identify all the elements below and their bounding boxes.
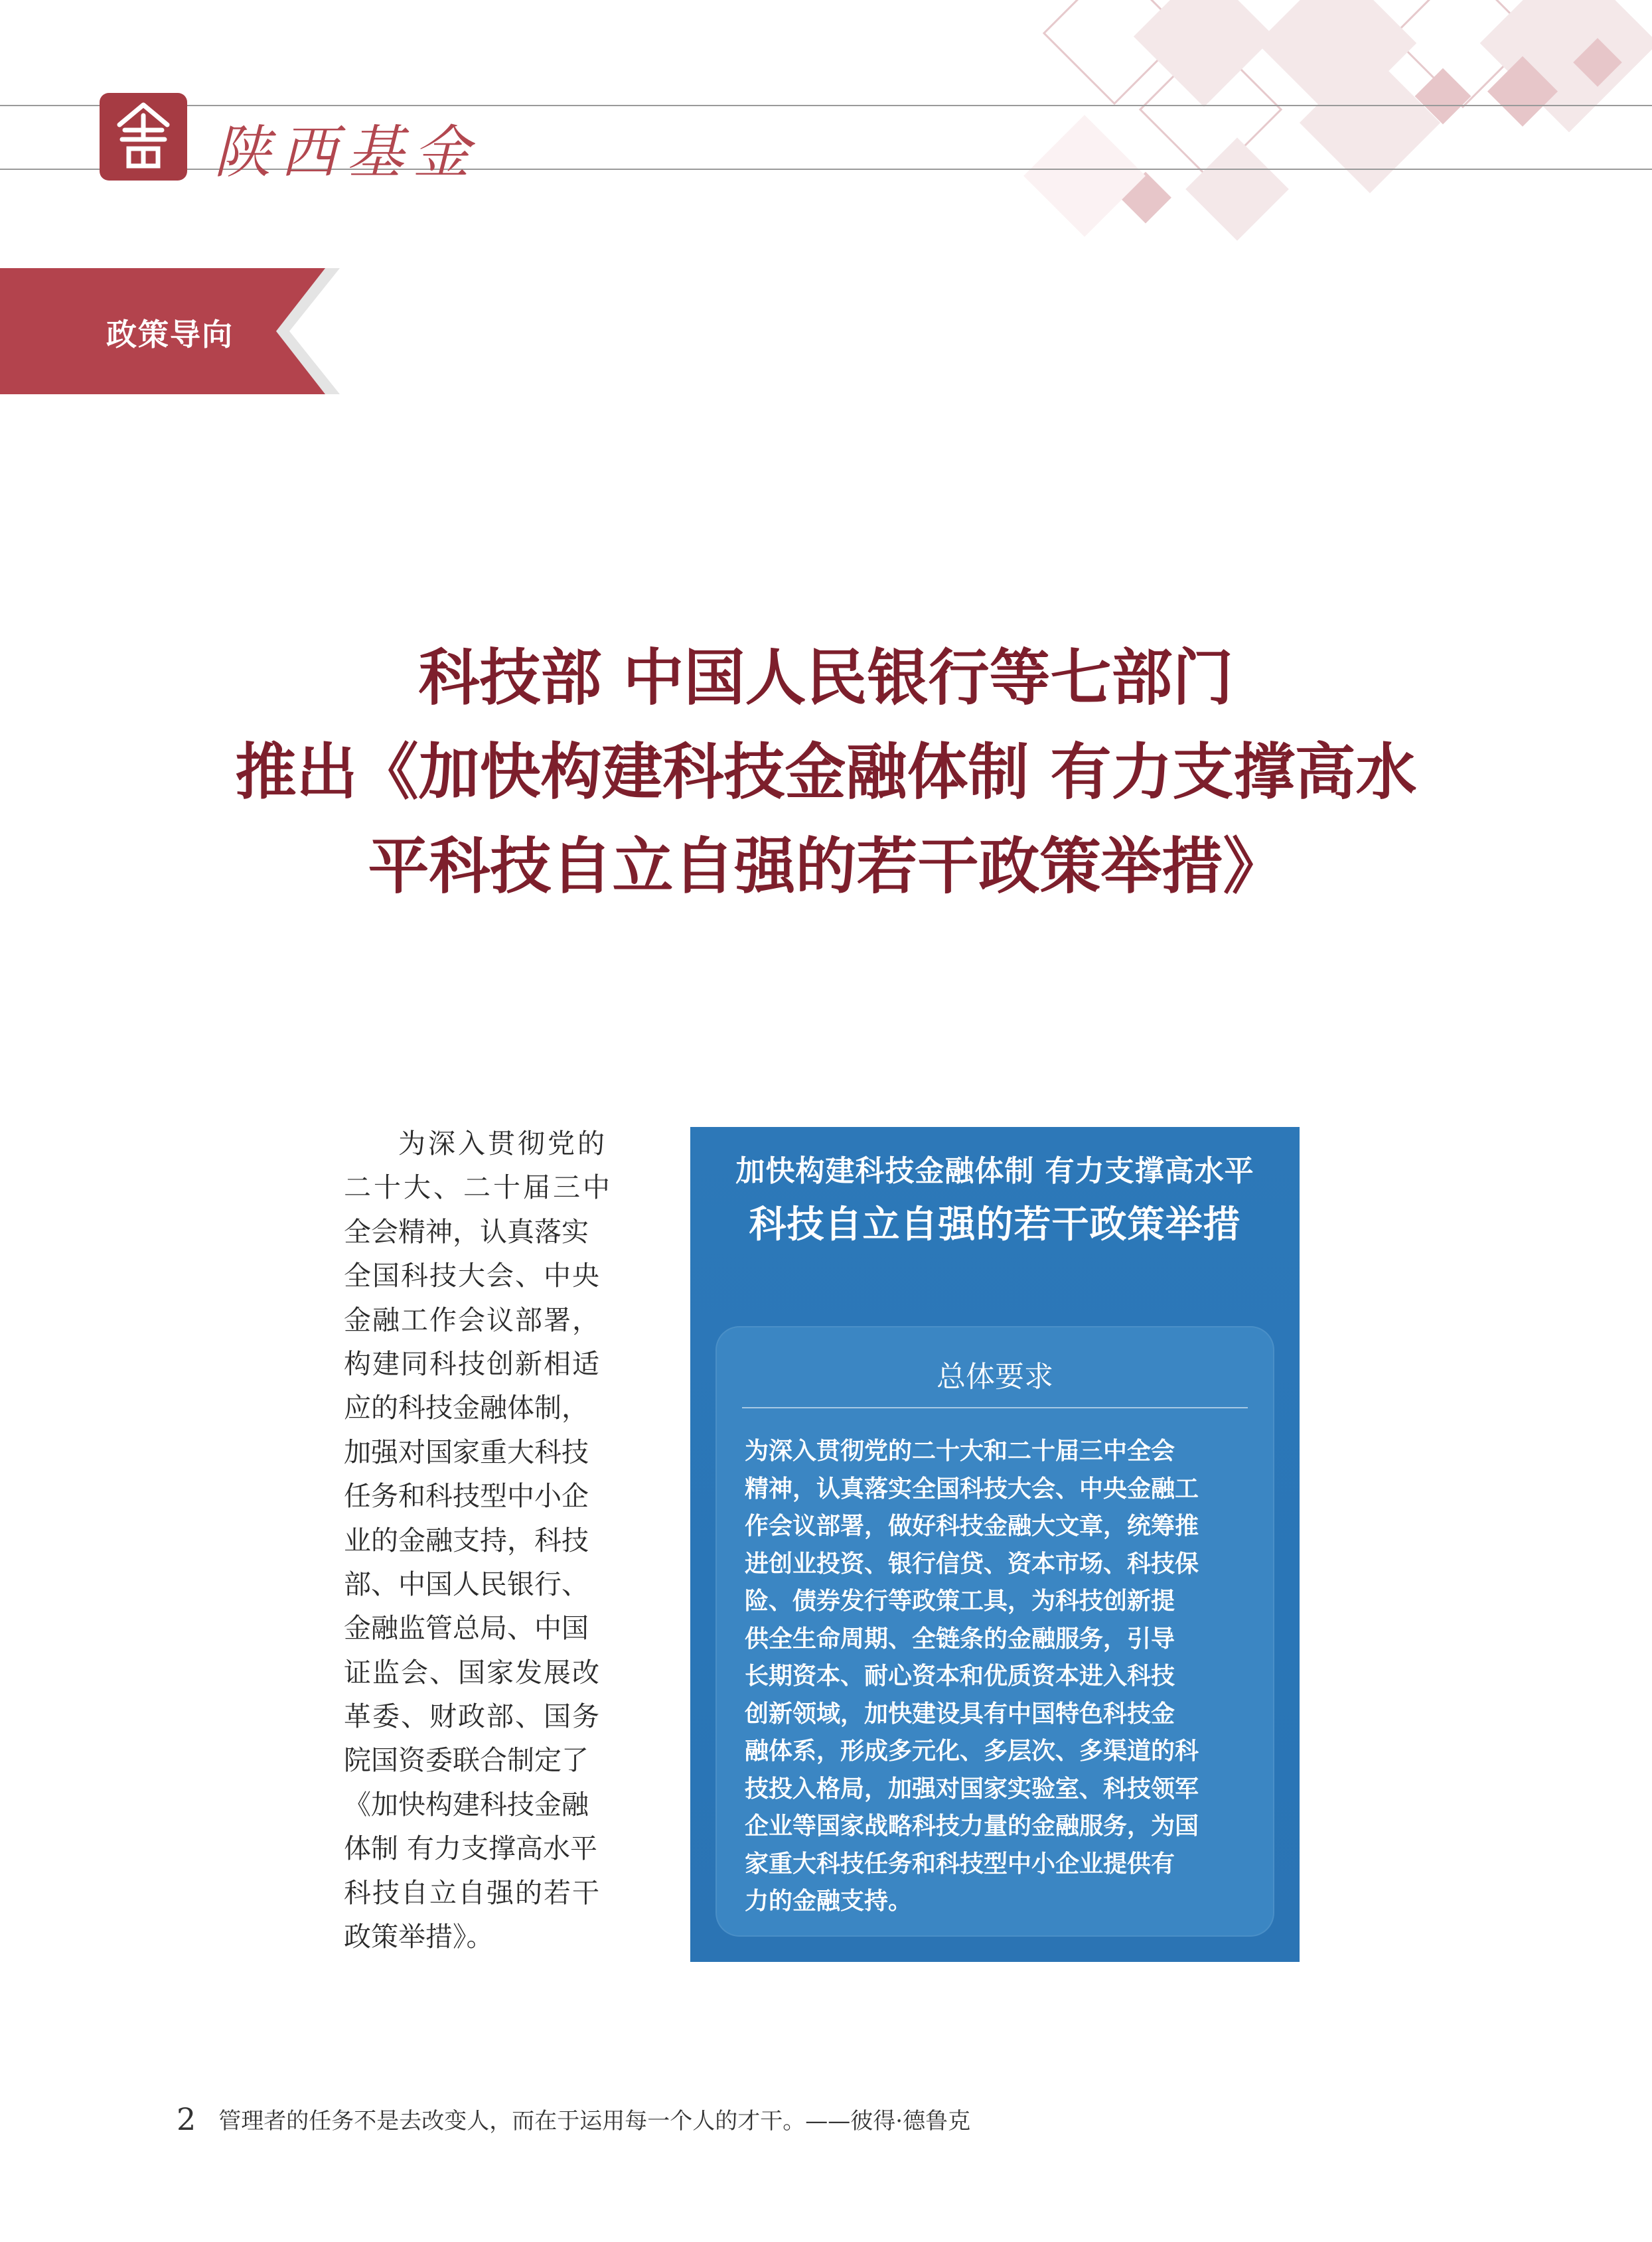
- body-line: 科技自立自强的若干: [344, 1876, 601, 1909]
- article-title: [0, 631, 1652, 913]
- body-line: 为深入贯彻党的: [398, 1128, 607, 1159]
- card-title: 总体要求: [937, 1360, 1053, 1394]
- body-line: 任务和科技型中小企: [344, 1480, 589, 1513]
- card-line: 创新领域，加快建设具有中国特色科技金: [745, 1699, 1175, 1728]
- requirements-card: [715, 1326, 1274, 1937]
- body-line: 《加快构建科技金融: [344, 1788, 589, 1821]
- card-line: 融体系，形成多元化、多层次、多渠道的科: [745, 1737, 1199, 1765]
- title-line: 平科技自立自强的若干政策举措》: [368, 830, 1284, 902]
- body-line: 体制 有力支撑高水平: [344, 1832, 598, 1865]
- card-line: 供全生命周期、全链条的金融服务，引导: [745, 1624, 1175, 1653]
- body-line: 全会精神，认真落实: [344, 1215, 589, 1248]
- decorative-diamond-pattern: [909, 0, 1652, 345]
- card-line: 为深入贯彻党的二十大和二十届三中全会: [745, 1437, 1175, 1465]
- body-line: 部、中国人民银行、: [344, 1568, 589, 1600]
- card-line: 家重大科技任务和科技型中小企业提供有: [745, 1849, 1175, 1878]
- footer-quote: 管理者的任务不是去改变人，而在于运用每一个人的才干。——彼得·德鲁克: [218, 2108, 971, 2134]
- body-line: 政策举措》。: [344, 1921, 494, 1953]
- card-line: 进创业投资、银行信贷、资本市场、科技保: [745, 1549, 1199, 1578]
- infographic-heading-line2: 科技自立自强的若干政策举措: [749, 1203, 1241, 1246]
- body-line: 革委、财政部、国务: [344, 1700, 601, 1733]
- body-line: 应的科技金融体制，: [344, 1392, 589, 1424]
- card-line: 长期资本、耐心资本和优质资本进入科技: [745, 1662, 1175, 1690]
- body-line: 二十大、二十届三中: [344, 1171, 613, 1204]
- title-line: 科技部 中国人民银行等七部门: [418, 642, 1234, 713]
- card-body: [745, 1432, 1249, 1920]
- body-line: 证监会、国家发展改: [344, 1656, 601, 1688]
- card-divider: [742, 1407, 1248, 1408]
- body-line: 院国资委联合制定了: [344, 1744, 589, 1777]
- page-footer: [177, 2101, 970, 2137]
- infographic-heading-line1: 加快构建科技金融体制 有力支撑高水平: [735, 1154, 1254, 1188]
- article-body: [344, 1122, 623, 1959]
- section-label: 政策导向: [106, 317, 234, 352]
- policy-infographic: [690, 1127, 1300, 1962]
- card-line: 技投入格局，加强对国家实验室、科技领军: [745, 1774, 1199, 1803]
- body-line: 构建同科技创新相适: [344, 1347, 601, 1380]
- body-line: 金融工作会议部署，: [344, 1304, 601, 1336]
- body-line: 业的金融支持，科技: [344, 1524, 589, 1556]
- title-line: 推出《加快构建科技金融体制 有力支撑高水: [235, 736, 1417, 808]
- card-line: 力的金融支持。: [745, 1887, 913, 1915]
- body-line: 金融监管总局、中国: [344, 1612, 589, 1645]
- card-line: 企业等国家战略科技力量的金融服务，为国: [745, 1812, 1199, 1840]
- logo-icon: [100, 93, 187, 181]
- logo-wordmark: 陕西基金: [214, 119, 479, 186]
- card-line: 险、债券发行等政策工具，为科技创新提: [745, 1587, 1175, 1615]
- page-number: 2: [177, 2101, 196, 2137]
- card-line: 精神，认真落实全国科技大会、中央金融工: [745, 1474, 1199, 1503]
- body-line: 加强对国家重大科技: [344, 1436, 589, 1468]
- body-line: 全国科技大会、中央: [344, 1260, 601, 1292]
- card-line: 作会议部署，做好科技金融大文章，统筹推: [745, 1512, 1199, 1540]
